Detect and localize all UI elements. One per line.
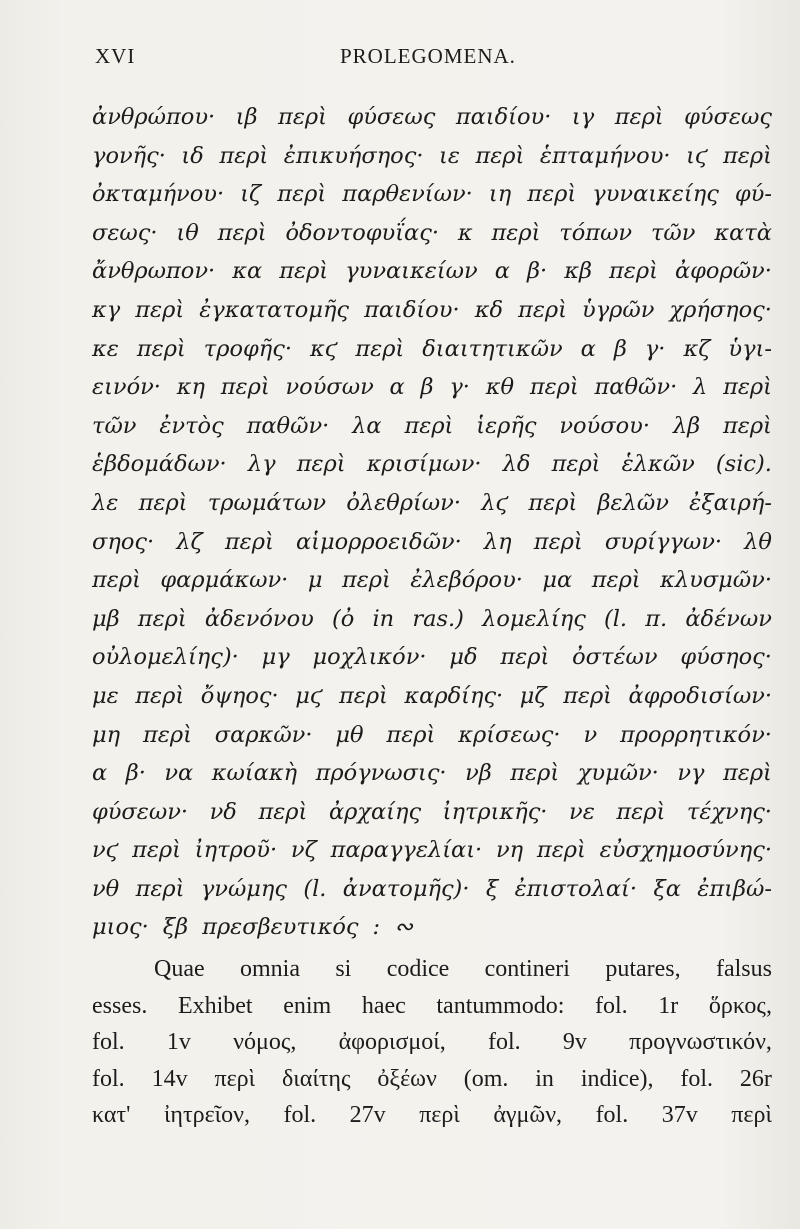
text-line: α β· να κωίακὴ πρόγνωσις· νβ περὶ χυμῶν· νγ περὶ [92,760,772,787]
text-line: ἄνθρωπον· κα περὶ γυναικείων α β· κβ περὶ ἀφορῶν· [92,258,772,285]
paragraph-line: fol. 14v περὶ διαίτης ὀξέων (om. in indice), fol. 26r [92,1065,772,1092]
text-line: φύσεων· νδ περὶ ἀρχαίης ἰητρικῆς· νε περὶ τέχνης· [92,798,772,825]
text-line: νθ περὶ γνώμης (l. ἀνατομῆς)· ξ ἐπιστολαί· ξα ἐπιβώ- [92,875,772,902]
latin-paragraph [92,951,772,1134]
page-header [95,44,760,78]
text-line: ἀνθρώπου· ιβ περὶ φύσεως παιδίου· ιγ περὶ φύσεως [92,104,772,130]
text-line: κε περὶ τροφῆς· κϛ περὶ διαιτητικῶν α β γ· κζ ὑγι- [92,335,772,362]
page-number: XVI [95,44,136,68]
paragraph-line: fol. 1v νόμος, ἀφορισμοί, fol. 9v προγνωστικόν, [92,1029,772,1056]
text-line: εινόν· κη περὶ νούσων α β γ· κθ περὶ παθῶν· λ περὶ [92,374,772,401]
text-line: μβ περὶ ἀδενόνου (ὀ in ras.) λομελίης (l. π. ἀδένων [92,605,772,632]
running-title: PROLEGOMENA. [340,44,516,68]
text-line: ἑβδομάδων· λγ περὶ κρισίμων· λδ περὶ ἑλκῶν (sic). [92,451,772,478]
text-line: οὐλομελίης)· μγ μοχλικόν· μδ περὶ ὀστέων φύσηος· [92,644,772,671]
text-line: τῶν ἐντὸς παθῶν· λα περὶ ἱερῆς νούσου· λβ περὶ [92,412,772,439]
text-line: γονῆς· ιδ περὶ ἐπικυήσηος· ιε περὶ ἑπταμήνου· ιϛ περὶ [92,142,772,169]
paragraph-line: Quae omnia si codice contineri putares, falsus [154,956,772,983]
text-line: νϛ περὶ ἰητροῦ· νζ παραγγελίαι· νη περὶ εὐσχημοσύνης· [92,837,772,864]
text-line: σεως· ιθ περὶ ὀδοντοφυΐας· κ περὶ τόπων τῶν κατὰ [92,219,772,246]
text-line: ὀκταμήνου· ιζ περὶ παρθενίων· ιη περὶ γυναικείης φύ- [92,181,772,208]
paragraph-line: κατ' ἰητρεῖον, fol. 27v περὶ ἀγμῶν, fol. 37v περὶ [92,1102,772,1129]
text-line: κγ περὶ ἐγκατατομῆς παιδίου· κδ περὶ ὑγρῶν χρήσηος· [92,296,772,323]
text-line: μη περὶ σαρκῶν· μθ περὶ κρίσεως· ν προρρητικόν· [92,721,772,748]
paragraph-line: esses. Exhibet enim haec tantummodo: fol. 1r ὅρκος, [92,992,772,1019]
text-line: περὶ φαρμάκων· μ περὶ ἐλεβόρου· μα περὶ κλυσμῶν· [92,567,772,594]
text-line: με περὶ ὄψηος· μϛ περὶ καρδίης· μζ περὶ ἀφροδισίων· [92,682,772,709]
text-line: μιος· ξβ πρεσβευτικός : ∾ [92,914,413,941]
text-line: σηος· λζ περὶ αἱμορροειδῶν· λη περὶ συρίγγων· λθ [92,528,772,555]
text-line: λε περὶ τρωμάτων ὀλεθρίων· λϛ περὶ βελῶν ἐξαιρή- [92,489,772,516]
greek-index-text [92,98,772,947]
page-body [92,98,772,1134]
